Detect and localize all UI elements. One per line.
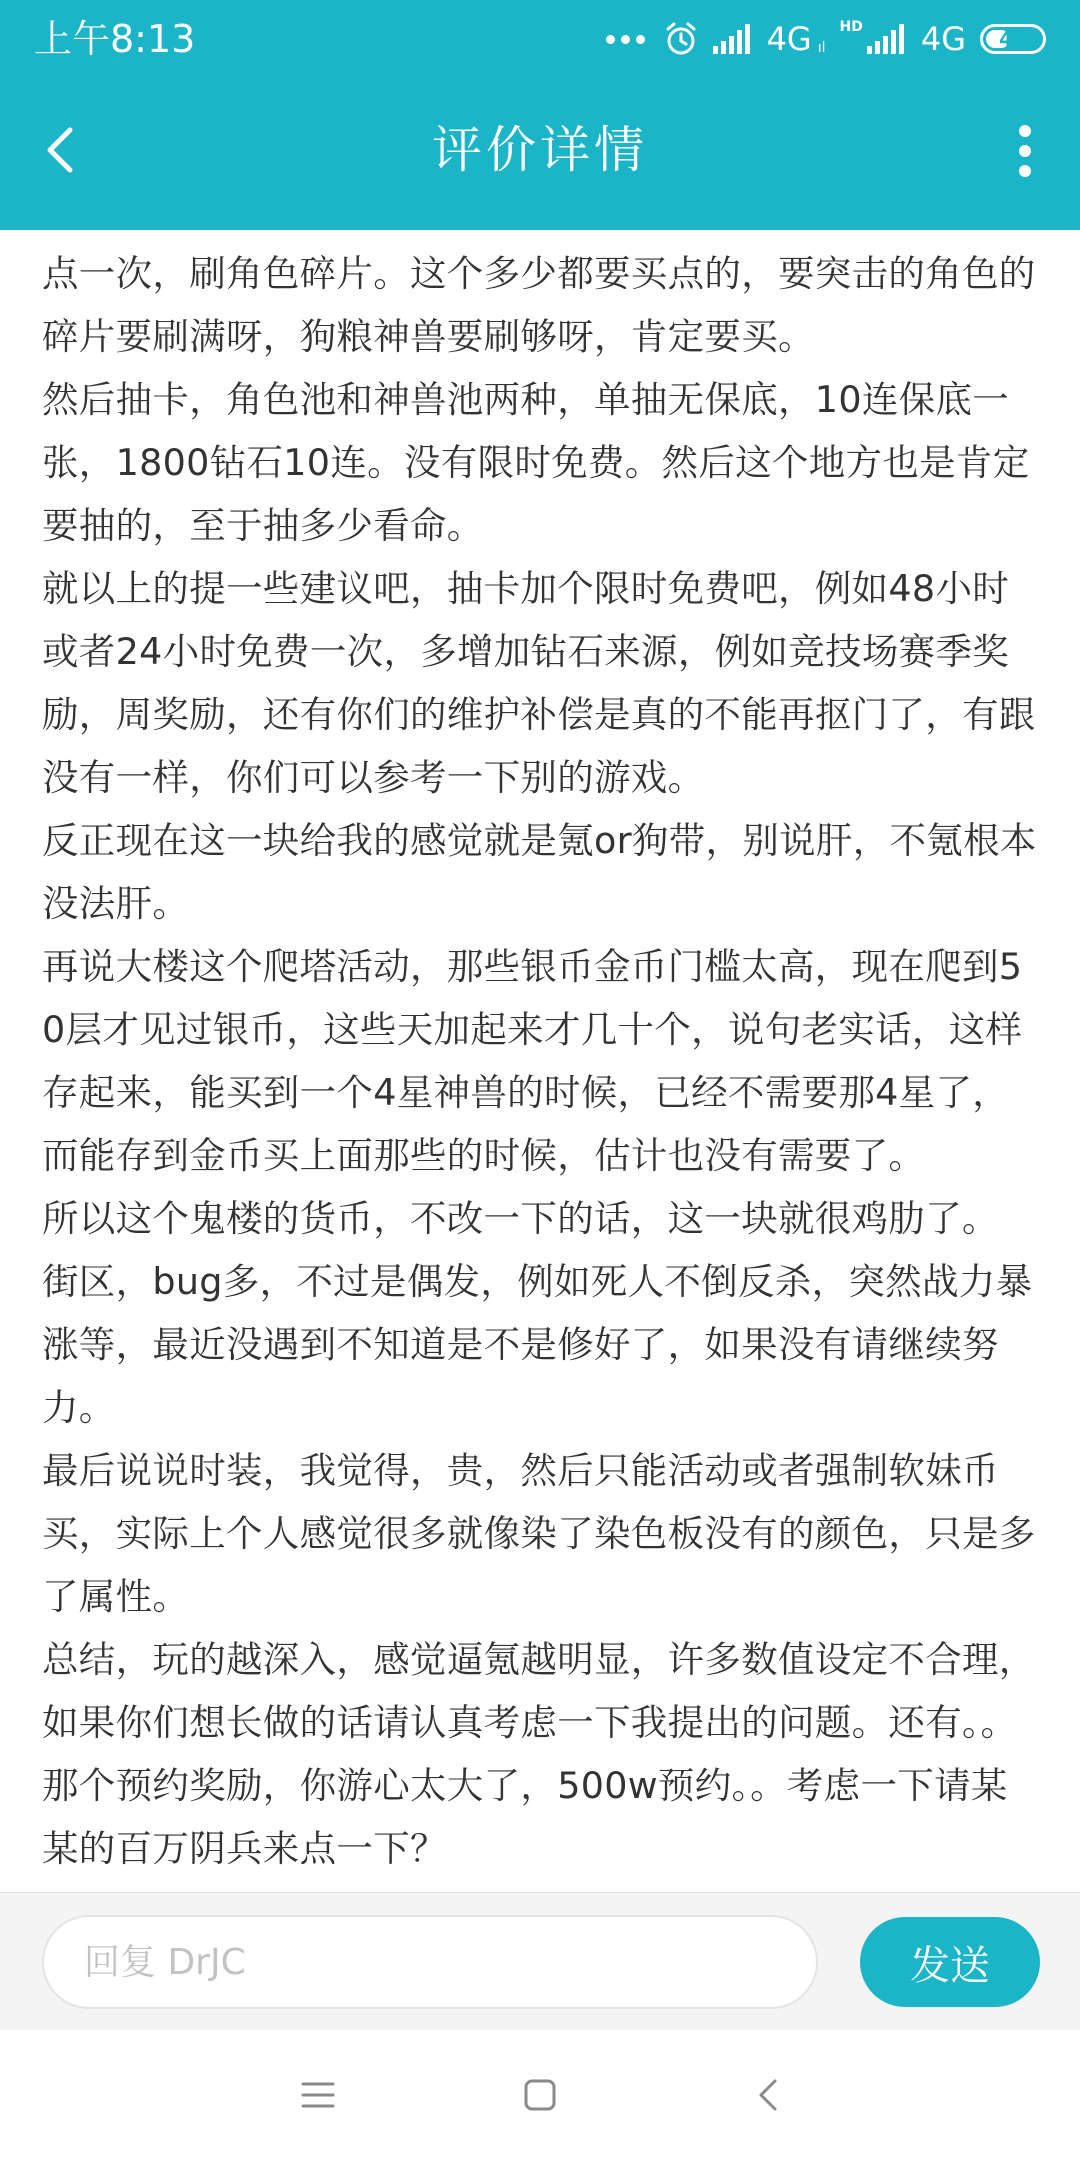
signal-icon — [713, 24, 753, 54]
review-paragraph: 然后抽卡，角色池和神兽池两种，单抽无保底，10连保底一张，1800钻石10连。没有限时免费。然后这个地方也是肯定要抽的，至于抽多少看命。 — [42, 378, 1030, 547]
hd-label: HD — [839, 19, 863, 35]
battery-icon — [980, 24, 1046, 54]
navigation-bar — [0, 2030, 1080, 2160]
menu-icon — [300, 2080, 336, 2110]
alarm-icon — [663, 21, 699, 57]
review-paragraph: 所以这个鬼楼的货币，不改一下的话，这一块就很鸡肋了。 — [42, 1197, 999, 1240]
more-options-button[interactable] — [1000, 116, 1050, 186]
more-dots-icon — [606, 35, 645, 44]
review-paragraph: 总结，玩的越深入，感觉逼氪越明显，许多数值设定不合理，如果你们想长做的话请认真考虑一下我提出的问题。还有。。那个预约奖励，你游心太大了，500w预约。。考虑一下请某某的百万阴兵来点一下？ — [42, 1638, 1036, 1870]
home-icon — [523, 2078, 557, 2112]
reply-bar — [0, 1892, 1080, 2030]
reply-input[interactable] — [42, 1915, 818, 2009]
network-type-1: 4G — [766, 20, 812, 58]
more-vertical-icon — [1019, 125, 1031, 137]
more-vertical-icon-dot — [1019, 145, 1031, 157]
more-vertical-icon-dot — [1019, 165, 1031, 177]
nav-menu-button[interactable] — [288, 2065, 348, 2125]
network-activity: ıl — [817, 40, 826, 56]
review-text — [42, 242, 1042, 1880]
back-icon — [756, 2077, 780, 2113]
review-paragraph: 最后说说时装，我觉得，贵，然后只能活动或者强制软妹币买，实际上个人感觉很多就像染了染色板没有的颜色，只是多了属性。 — [42, 1449, 1036, 1618]
signal-icon — [867, 24, 907, 54]
toolbar — [0, 78, 1080, 230]
battery-level: 45 — [999, 27, 1027, 51]
review-content[interactable] — [0, 230, 1080, 1890]
status-time: 上午8:13 — [34, 17, 196, 61]
network-type-2: 4G — [920, 20, 966, 58]
nav-back-button[interactable] — [738, 2065, 798, 2125]
header — [0, 0, 1080, 230]
page-title: 评价详情 — [432, 121, 648, 179]
review-paragraph: 就以上的提一些建议吧，抽卡加个限时免费吧，例如48小时或者24小时免费一次，多增加钻石来源，例如竞技场赛季奖励，周奖励，还有你们的维护补偿是真的不能再抠门了，有跟没有一样，你们可以参考一下别的游戏。 — [42, 567, 1036, 799]
review-paragraph: 街区，bug多，不过是偶发，例如死人不倒反杀，突然战力暴涨等，最近没遇到不知道是不是修好了，如果没有请继续努力。 — [42, 1260, 1033, 1429]
review-paragraph: 点一次，刷角色碎片。这个多少都要买点的，要突击的角色的碎片要刷满呀，狗粮神兽要刷够呀，肯定要买。 — [42, 252, 1036, 358]
status-icons — [606, 14, 1046, 64]
nav-home-button[interactable] — [510, 2065, 570, 2125]
review-paragraph: 再说大楼这个爬塔活动，那些银币金币门槛太高，现在爬到50层才见过银币，这些天加起来才几十个，说句老实话，这样存起来，能买到一个4星神兽的时候，已经不需要那4星了，而能存到金币买上面那些的时候，估计也没有需要了。 — [42, 945, 1023, 1177]
review-paragraph: 反正现在这一块给我的感觉就是氪or狗带，别说肝，不氪根本没法肝。 — [42, 819, 1037, 925]
send-button[interactable]: 发送 — [860, 1917, 1040, 2007]
status-bar — [0, 0, 1080, 78]
